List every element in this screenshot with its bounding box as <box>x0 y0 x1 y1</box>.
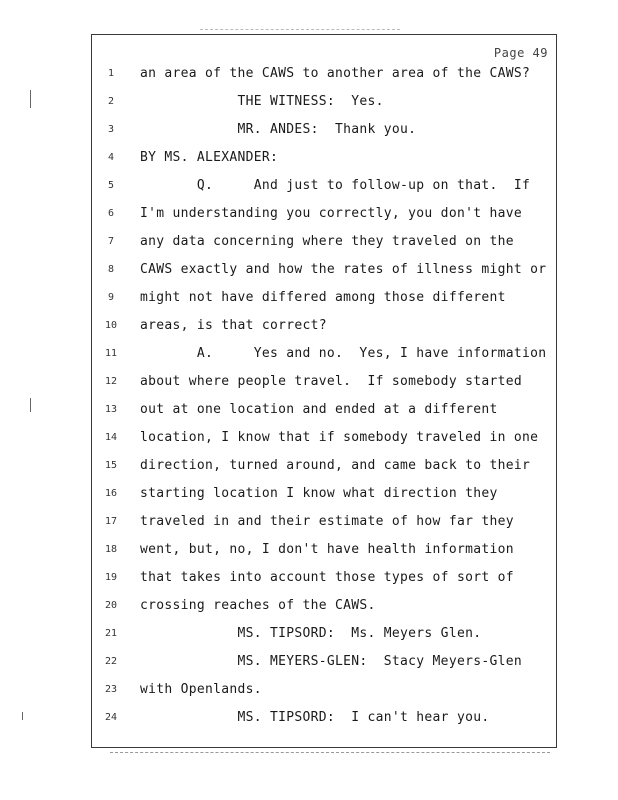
line-number: 3 <box>107 124 115 135</box>
line-number: 13 <box>104 404 118 415</box>
transcript-line <box>0 570 618 590</box>
line-number: 20 <box>104 600 118 611</box>
line-number: 8 <box>107 264 115 275</box>
line-text: MS. MEYERS-GLEN: Stacy Meyers-Glen <box>140 654 522 669</box>
transcript-line <box>0 514 618 534</box>
transcript-line <box>0 542 618 562</box>
scan-top-artifact <box>200 29 400 31</box>
line-text: Q. And just to follow-up on that. If <box>140 178 531 193</box>
line-text: with Openlands. <box>140 682 262 697</box>
line-text: that takes into account those types of sort of <box>140 570 514 585</box>
line-number: 12 <box>104 376 118 387</box>
line-number: 9 <box>107 292 115 303</box>
transcript-line <box>0 122 618 142</box>
line-text: an area of the CAWS to another area of the CAWS? <box>140 66 531 81</box>
line-text: areas, is that correct? <box>140 318 327 333</box>
transcript-line <box>0 234 618 254</box>
transcript-line <box>0 318 618 338</box>
transcript-line <box>0 682 618 702</box>
line-number: 18 <box>104 544 118 555</box>
line-number: 1 <box>107 68 115 79</box>
line-text: location, I know that if somebody traveled in one <box>140 430 539 445</box>
line-number: 24 <box>104 712 118 723</box>
transcript-line <box>0 206 618 226</box>
transcript-line <box>0 374 618 394</box>
line-text: MR. ANDES: Thank you. <box>140 122 417 137</box>
line-number: 19 <box>104 572 118 583</box>
transcript-line <box>0 402 618 422</box>
transcript-line <box>0 458 618 478</box>
transcript-line <box>0 94 618 114</box>
transcript-line <box>0 290 618 310</box>
line-text: MS. TIPSORD: Ms. Meyers Glen. <box>140 626 482 641</box>
transcript-line <box>0 654 618 674</box>
line-text: out at one location and ended at a different <box>140 402 498 417</box>
line-text: any data concerning where they traveled on the <box>140 234 514 249</box>
line-text: A. Yes and no. Yes, I have information <box>140 346 547 361</box>
line-text: CAWS exactly and how the rates of illness might or <box>140 262 547 277</box>
transcript-line <box>0 710 618 730</box>
line-text: traveled in and their estimate of how far they <box>140 514 514 529</box>
line-text: might not have differed among those different <box>140 290 506 305</box>
line-text: I'm understanding you correctly, you don't have <box>140 206 522 221</box>
transcript-line <box>0 262 618 282</box>
line-number: 14 <box>104 432 118 443</box>
line-number: 21 <box>104 628 118 639</box>
line-number: 15 <box>104 460 118 471</box>
line-number: 16 <box>104 488 118 499</box>
scan-margin-mark <box>22 712 23 720</box>
line-text: THE WITNESS: Yes. <box>140 94 384 109</box>
line-number: 5 <box>107 180 115 191</box>
page-number: Page 49 <box>493 46 548 60</box>
line-text: BY MS. ALEXANDER: <box>140 150 279 165</box>
line-number: 11 <box>104 348 118 359</box>
line-number: 10 <box>104 320 118 331</box>
line-number: 22 <box>104 656 118 667</box>
transcript-line <box>0 430 618 450</box>
line-number: 7 <box>107 236 115 247</box>
line-text: direction, turned around, and came back to their <box>140 458 531 473</box>
line-text: crossing reaches of the CAWS. <box>140 598 376 613</box>
line-number: 6 <box>107 208 115 219</box>
transcript-line <box>0 626 618 646</box>
scan-bottom-artifact <box>110 752 550 754</box>
line-number: 17 <box>104 516 118 527</box>
line-text: MS. TIPSORD: I can't hear you. <box>140 710 490 725</box>
transcript-line <box>0 486 618 506</box>
transcript-line <box>0 346 618 366</box>
transcript-line <box>0 66 618 86</box>
transcript-line <box>0 150 618 170</box>
scan-margin-mark <box>30 398 31 412</box>
transcript-line <box>0 598 618 618</box>
line-number: 4 <box>107 152 115 163</box>
line-number: 2 <box>107 96 115 107</box>
line-text: starting location I know what direction they <box>140 486 498 501</box>
scan-margin-mark <box>30 90 31 108</box>
line-number: 23 <box>104 684 118 695</box>
transcript-line <box>0 178 618 198</box>
line-text: went, but, no, I don't have health information <box>140 542 514 557</box>
line-text: about where people travel. If somebody started <box>140 374 522 389</box>
